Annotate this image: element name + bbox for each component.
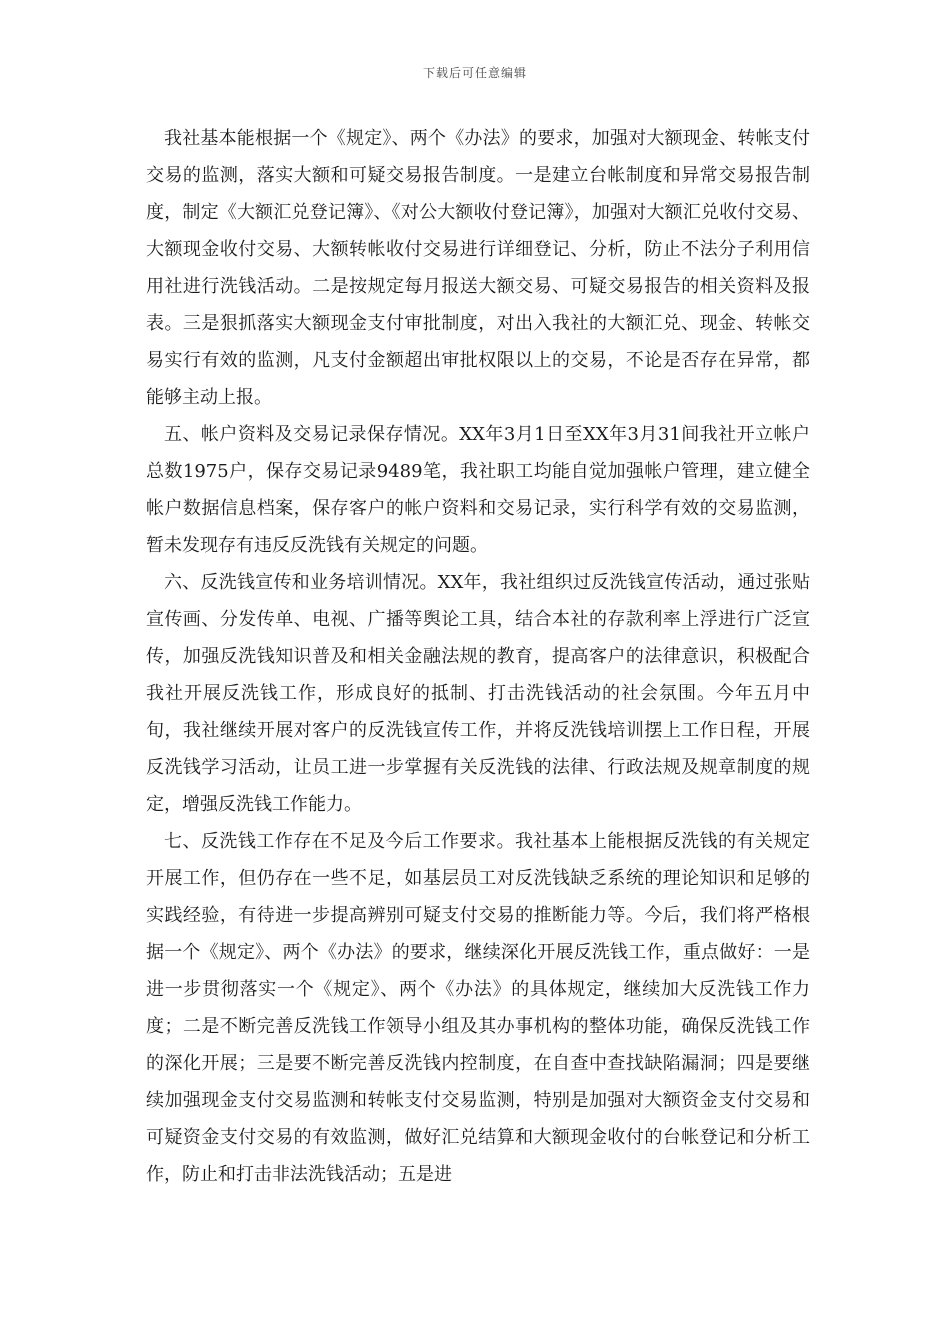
paragraph-account-records: 五、帐户资料及交易记录保存情况。XX年3月1日至XX年3月31间我社开立帐户总数1975户，保存交易记录9489笔，我社职工均能自觉加强帐户管理，建立健全帐户数据信息档案，保存客户的帐户资料和交易记录，实行科学有效的交易监测，暂未发现存有违反反洗钱有关规定的问题。 [146,424,810,556]
paragraph-monitoring: 我社基本能根据一个《规定》、两个《办法》的要求，加强对大额现金、转帐支付交易的监测，落实大额和可疑交易报告制度。一是建立台帐制度和异常交易报告制度，制定《大额汇兑登记簿》、《对公大额收付登记簿》，加强对大额汇兑收付交易、大额现金收付交易、大额转帐收付交易进行详细登记、分析，防止不法分子利用信用社进行洗钱活动。二是按规定每月报送大额交易、可疑交易报告的相关资料及报表。三是狠抓落实大额现金支付审批制度，对出入我社的大额汇兑、现金、转帐交易实行有效的监测，凡支付金额超出审批权限以上的交易，不论是否存在异常，都能够主动上报。 [146,128,810,408]
document-body [146,120,810,1193]
paragraph-publicity-training: 六、反洗钱宣传和业务培训情况。XX年，我社组织过反洗钱宣传活动，通过张贴宣传画、分发传单、电视、广播等舆论工具，结合本社的存款利率上浮进行广泛宣传，加强反洗钱知识普及和相关金融法规的教育，提高客户的法律意识，积极配合我社开展反洗钱工作，形成良好的抵制、打击洗钱活动的社会氛围。今年五月中旬，我社继续开展对客户的反洗钱宣传工作，并将反洗钱培训摆上工作日程，开展反洗钱学习活动，让员工进一步掌握有关反洗钱的法律、行政法规及规章制度的规定，增强反洗钱工作能力。 [146,572,810,815]
page-header: 下载后可任意编辑 [422,66,527,80]
paragraph-shortcomings: 七、反洗钱工作存在不足及今后工作要求。我社基本上能根据反洗钱的有关规定开展工作，但仍存在一些不足，如基层员工对反洗钱缺乏系统的理论知识和足够的实践经验，有待进一步提高辨别可疑支付交易的推断能力等。今后，我们将严格根据一个《规定》、两个《办法》的要求，继续深化开展反洗钱工作，重点做好：一是进一步贯彻落实一个《规定》、两个《办法》的具体规定，继续加大反洗钱工作力度；二是不断完善反洗钱工作领导小组及其办事机构的整体功能，确保反洗钱工作的深化开展；三是要不断完善反洗钱内控制度，在自查中查找缺陷漏洞；四是要继续加强现金支付交易监测和转帐支付交易监测，特别是加强对大额资金支付交易和可疑资金支付交易的有效监测，做好汇兑结算和大额现金收付的台帐登记和分析工作，防止和打击非法洗钱活动；五是进 [146,831,810,1185]
